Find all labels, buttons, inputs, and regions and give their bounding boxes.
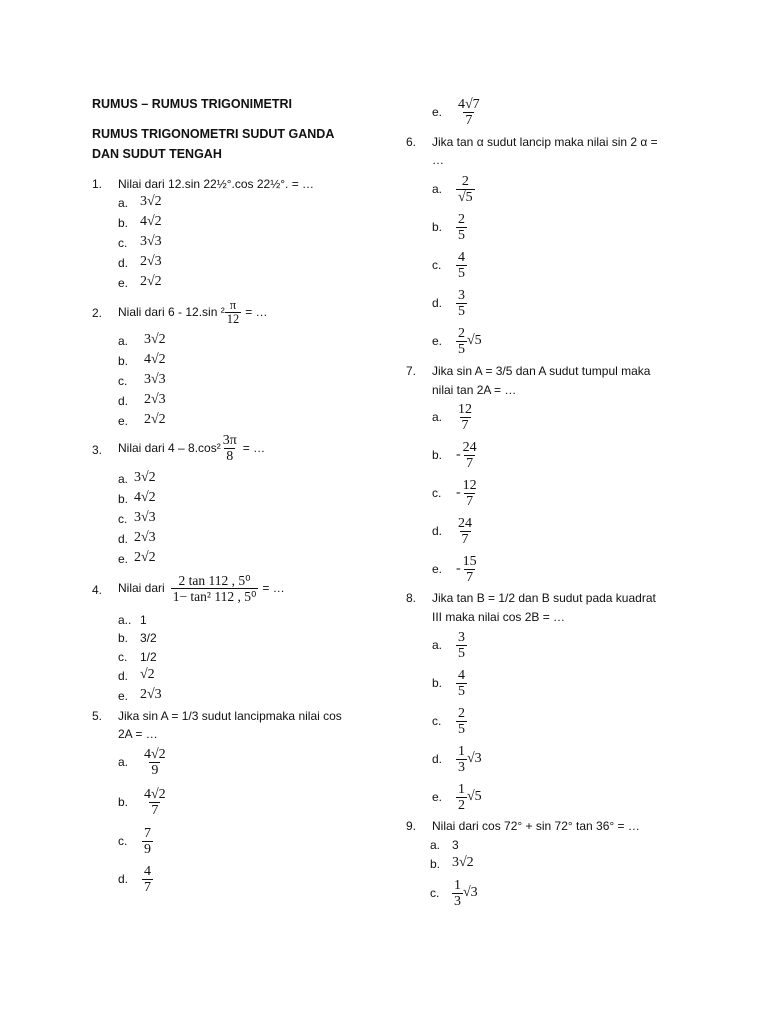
fraction — [225, 299, 242, 326]
denominator: 7 — [461, 531, 469, 547]
numerator: 12 — [458, 401, 472, 417]
option-label: a. — [118, 472, 129, 486]
option-row — [432, 170, 475, 208]
option-row — [118, 783, 168, 821]
option-row — [432, 284, 467, 322]
question-text-line-2: III maka nilai cos 2B = … — [432, 610, 566, 624]
question-text — [118, 295, 268, 329]
numerator: 1 — [458, 781, 465, 797]
option-row — [432, 512, 474, 550]
option-label: c. — [118, 512, 128, 526]
option-value: 4√2 — [134, 490, 156, 505]
numerator: 3π — [222, 432, 237, 448]
option-row — [118, 822, 153, 860]
denominator: 7 — [461, 417, 469, 433]
option-prefix: - — [456, 447, 461, 462]
question-text — [118, 568, 285, 608]
option-label: a. — [432, 410, 443, 424]
question-number: 5. — [92, 709, 103, 723]
fraction — [456, 630, 467, 661]
option-suffix: √3 — [463, 885, 478, 900]
option-value: 4√2 — [140, 214, 162, 229]
denominator: √5 — [458, 189, 473, 205]
option-label: b. — [118, 354, 129, 368]
option-row — [432, 778, 482, 816]
option-row — [118, 860, 153, 898]
denominator: 5 — [458, 341, 465, 357]
option-label: b. — [118, 795, 129, 809]
option-label: a. — [432, 182, 443, 196]
option-row — [432, 702, 467, 740]
denominator: 5 — [458, 645, 465, 661]
option-suffix: √5 — [467, 789, 482, 804]
denominator: 3 — [454, 893, 461, 909]
option-row — [432, 208, 467, 246]
option-value: 1 — [140, 613, 147, 627]
option-value: √2 — [140, 667, 155, 682]
option-label: d. — [432, 524, 443, 538]
question-text-line-1: Jika tan α sudut lancip maka nilai sin 2 α = — [432, 135, 658, 149]
option-label: c. — [118, 236, 128, 250]
denominator: 12 — [226, 311, 240, 326]
denominator: 2 — [458, 797, 465, 813]
option-label: d. — [432, 752, 443, 766]
option-label: a. — [432, 638, 443, 652]
option-value: 2√2 — [140, 274, 162, 289]
option-prefix: - — [456, 561, 461, 576]
option-label: d. — [118, 256, 129, 270]
option-label: c. — [432, 258, 442, 272]
fraction — [142, 864, 153, 895]
option-row — [432, 436, 479, 474]
numerator: π — [229, 297, 237, 312]
option-label: a. — [118, 334, 129, 348]
denominator: 7 — [466, 455, 474, 471]
question-text-before: Niali dari 6 - 12.sin ² — [118, 305, 225, 319]
option-label: b. — [430, 857, 441, 871]
numerator: 15 — [462, 553, 477, 569]
question-text: Nilai dari cos 72° + sin 72° tan 36° = … — [432, 819, 640, 833]
option-label: d. — [118, 872, 129, 886]
denominator: 7 — [465, 112, 473, 128]
denominator: 7 — [466, 493, 474, 509]
option-label: b. — [432, 448, 443, 462]
option-label: e. — [118, 552, 129, 566]
option-label: e. — [118, 689, 129, 703]
section-heading-line-1: RUMUS TRIGONOMETRI SUDUT GANDA — [92, 127, 335, 141]
option-row — [432, 626, 467, 664]
section-heading-line-2: DAN SUDUT TENGAH — [92, 147, 222, 161]
question-text: Nilai dari 12.sin 22½°.cos 22½°. = … — [118, 177, 315, 191]
denominator: 7 — [466, 569, 474, 585]
denominator: 5 — [458, 265, 465, 281]
option-value: 3√2 — [140, 194, 162, 209]
question-text-line-1: Jika sin A = 3/5 dan A sudut tumpul maka — [432, 364, 651, 378]
option-suffix: √3 — [467, 751, 482, 766]
question-text-after: = … — [245, 305, 268, 319]
question-text-line-2: … — [432, 153, 444, 167]
fraction — [456, 706, 467, 737]
denominator: 8 — [226, 448, 234, 464]
option-label: c. — [118, 834, 128, 848]
fraction — [461, 554, 479, 585]
option-prefix: - — [456, 485, 461, 500]
fraction — [456, 288, 467, 319]
fraction — [461, 440, 479, 471]
option-label: c. — [118, 374, 128, 388]
numerator: 4 — [144, 863, 151, 879]
numerator: 1 — [454, 877, 461, 893]
denominator: 9 — [151, 762, 159, 778]
option-label: c. — [432, 486, 442, 500]
option-label: e. — [118, 276, 129, 290]
fraction — [456, 174, 475, 205]
question-text-after: = … — [262, 581, 285, 595]
option-value: 2√2 — [134, 550, 156, 565]
question-number: 2. — [92, 306, 103, 320]
option-value: 1/2 — [140, 650, 157, 664]
option-label: e. — [432, 562, 443, 576]
question-text-before: Nilai dari 4 – 8.cos² — [118, 441, 221, 455]
fraction — [456, 326, 467, 357]
option-label: c. — [432, 714, 442, 728]
question-number: 9. — [406, 819, 417, 833]
option-row — [432, 474, 479, 512]
option-label: e. — [432, 334, 443, 348]
numerator: 4√2 — [144, 786, 166, 802]
option-value: 4√2 — [144, 352, 166, 367]
denominator: 3 — [458, 759, 465, 775]
option-value: 2√3 — [140, 254, 162, 269]
question-number: 3. — [92, 443, 103, 457]
option-value: 3√2 — [452, 855, 474, 870]
option-label: b. — [432, 676, 443, 690]
option-label: c. — [430, 886, 440, 900]
fraction — [142, 787, 168, 818]
question-text-after: = … — [242, 441, 266, 455]
question-number: 4. — [92, 583, 103, 597]
question-text-before: Nilai dari — [118, 581, 165, 595]
question-number: 7. — [406, 364, 417, 378]
option-label: a. — [118, 755, 129, 769]
option-value: 2√3 — [144, 392, 166, 407]
numerator: 3 — [458, 287, 465, 303]
option-row — [432, 246, 467, 284]
option-label: c. — [118, 650, 128, 664]
numerator: 12 — [462, 477, 477, 493]
option-value: 2√3 — [140, 687, 162, 702]
option-row — [432, 398, 474, 436]
numerator: 4 — [458, 249, 465, 265]
option-label: d. — [432, 296, 443, 310]
fraction — [456, 744, 467, 775]
denominator: 7 — [151, 802, 159, 818]
option-label: e. — [118, 414, 129, 428]
option-label: e. — [432, 105, 443, 119]
option-row — [430, 874, 478, 912]
option-value: 3√3 — [144, 372, 166, 387]
option-row — [432, 740, 482, 778]
question-text-line-1: Jika sin A = 1/3 sudut lancipmaka nilai cos — [118, 709, 342, 723]
question-number: 1. — [92, 177, 103, 191]
option-row — [118, 743, 168, 781]
option-label: b. — [432, 220, 443, 234]
question-text-line-2: nilai tan 2A = … — [432, 383, 517, 397]
fraction — [221, 433, 239, 464]
option-value: 3√2 — [134, 470, 156, 485]
document-title: RUMUS – RUMUS TRIGONIMETRI — [92, 97, 292, 111]
denominator: 5 — [458, 683, 465, 699]
numerator: 4√2 — [144, 746, 166, 762]
numerator: 1 — [458, 743, 465, 759]
option-label: b. — [118, 216, 129, 230]
numerator: 2 — [458, 211, 465, 227]
fraction — [142, 826, 153, 857]
option-value: 3√3 — [134, 510, 156, 525]
question-text-line-1: Jika tan B = 1/2 dan B sudut pada kuadrat — [432, 591, 656, 605]
option-value: 3 — [452, 838, 459, 852]
numerator: 2 — [458, 325, 465, 341]
option-value: 3√3 — [140, 234, 162, 249]
question-5-option-e — [432, 93, 482, 131]
fraction — [171, 573, 259, 604]
fraction — [456, 402, 474, 433]
fraction — [456, 97, 482, 128]
option-label: a. — [118, 196, 129, 210]
fraction — [456, 212, 467, 243]
numerator: 4 — [458, 667, 465, 683]
option-label: e. — [432, 790, 443, 804]
numerator: 3 — [458, 629, 465, 645]
option-row — [432, 664, 467, 702]
option-label: b. — [118, 492, 129, 506]
option-label: a.. — [118, 613, 132, 627]
option-value: 3/2 — [140, 631, 157, 645]
numerator: 7 — [144, 825, 151, 841]
option-label: d. — [118, 394, 129, 408]
fraction — [456, 782, 467, 813]
numerator: 2 — [461, 173, 469, 189]
option-label: d. — [118, 669, 129, 683]
numerator: 2 tan 112 , 5⁰ — [178, 572, 251, 588]
question-text-line-2: 2A = … — [118, 727, 158, 741]
numerator: 4√7 — [458, 96, 480, 112]
fraction — [456, 668, 467, 699]
question-text — [118, 431, 265, 465]
denominator: 5 — [458, 227, 465, 243]
option-label: a. — [430, 838, 441, 852]
option-row — [432, 550, 479, 588]
denominator: 5 — [458, 303, 465, 319]
option-suffix: √5 — [467, 333, 482, 348]
fraction — [456, 516, 474, 547]
option-value: 2√2 — [144, 412, 166, 427]
option-value: 2√3 — [134, 530, 156, 545]
question-number: 8. — [406, 591, 417, 605]
denominator: 1− tan² 112 , 5⁰ — [172, 588, 257, 604]
question-number: 6. — [406, 135, 417, 149]
numerator: 24 — [458, 515, 472, 531]
fraction — [456, 250, 467, 281]
fraction — [452, 878, 463, 909]
fraction — [142, 747, 168, 778]
denominator: 9 — [144, 841, 151, 857]
denominator: 5 — [458, 721, 465, 737]
option-label: d. — [118, 532, 129, 546]
numerator: 2 — [458, 705, 465, 721]
option-row — [432, 322, 482, 360]
numerator: 24 — [462, 439, 477, 455]
denominator: 7 — [144, 879, 151, 895]
option-label: b. — [118, 631, 129, 645]
fraction — [461, 478, 479, 509]
option-value: 3√2 — [144, 332, 166, 347]
